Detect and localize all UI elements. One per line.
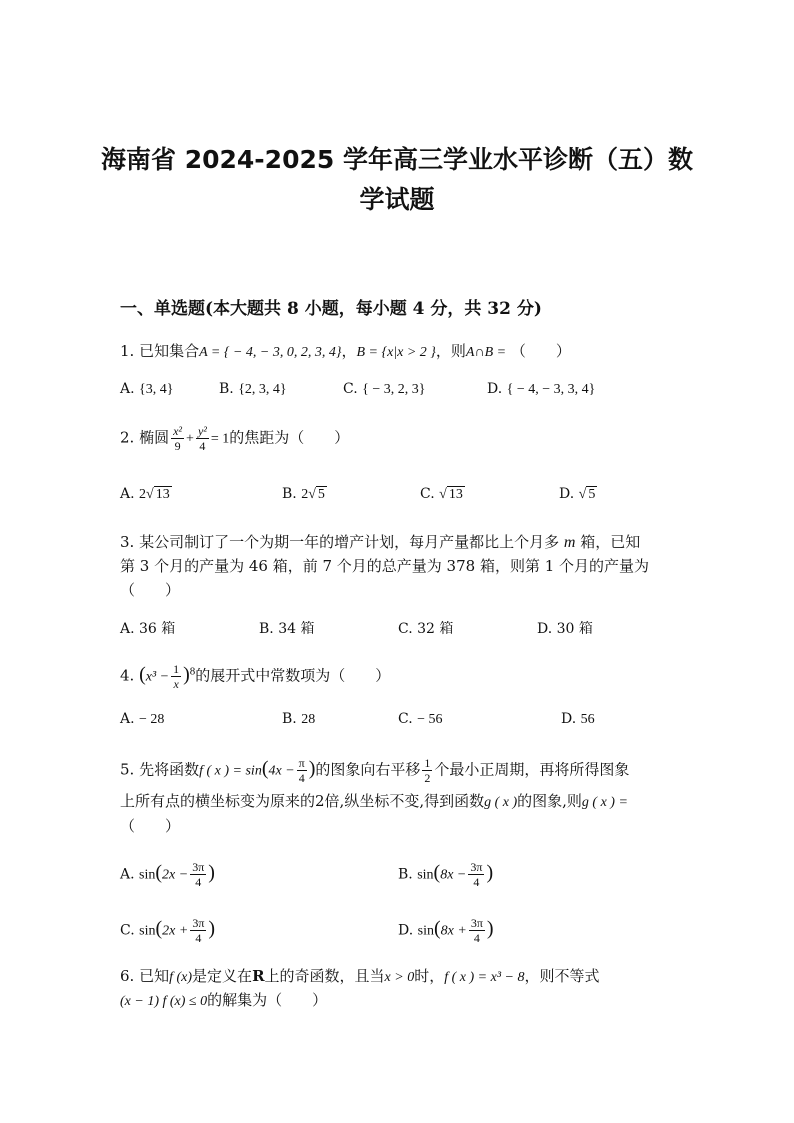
fraction-denominator: x <box>173 677 179 691</box>
option-text: 28 <box>301 712 316 727</box>
q5-text: 上所有点的横坐标变为原来的2倍,纵坐标不变,得到函数 <box>120 792 485 810</box>
q1-option-b <box>219 381 287 398</box>
sqrt-sign: √ 13 <box>146 487 170 502</box>
q3-text-end: 箱，已知 <box>580 533 641 551</box>
option-label: B. <box>219 381 234 397</box>
option-right-paren: ) <box>486 861 494 884</box>
option-label: C. <box>343 381 358 397</box>
option-label: A. <box>120 381 135 397</box>
option-text: 32 箱 <box>417 621 454 637</box>
option-left-paren: ( <box>155 861 163 884</box>
option-label: C. <box>398 711 413 727</box>
q3-option-d <box>537 618 593 638</box>
q5-stem: 先将函数 <box>139 760 200 779</box>
q1-set-b: B = {x|x > 2 } <box>356 345 436 360</box>
option-inner: 8x + <box>440 923 467 939</box>
q5-middle-2: 个最小正周期，再将所得图象 <box>434 760 630 779</box>
fraction-denominator: 4 <box>199 439 206 453</box>
fraction-numerator: x² <box>173 424 183 438</box>
q4-right-paren: ) <box>183 663 190 686</box>
sqrt-sign: √ 13 <box>439 487 463 502</box>
option-fraction <box>190 860 206 889</box>
q2-number: 2. <box>120 428 135 447</box>
option-label: A. <box>120 621 135 637</box>
q4-option-c <box>398 711 443 728</box>
q6-text-3: 时， <box>414 967 445 985</box>
q5-right-paren: ) <box>308 757 316 780</box>
q6-text-4: ，则不等式 <box>524 967 600 985</box>
q5-function: f ( x ) = sin <box>199 763 262 779</box>
q5-option-b <box>398 860 493 889</box>
option-left-paren: ( <box>433 917 441 940</box>
option-inner: 8x − <box>440 867 467 883</box>
question-3-line-3: （ ） <box>120 581 181 599</box>
option-text: {3, 4} <box>139 382 174 397</box>
option-coef: 2 <box>139 487 147 502</box>
question-6-line-2 <box>120 989 327 1010</box>
option-sin: sin <box>139 867 156 883</box>
q6-fx: f (x) <box>169 970 193 985</box>
q5-argument: 4x − <box>268 763 295 779</box>
option-label: C. <box>120 922 135 939</box>
q5-fraction-half <box>422 756 432 785</box>
q6-text: 是定义在 <box>192 967 253 985</box>
question-1 <box>120 340 571 361</box>
q1-set-a: A = { − 4, − 3, 0, 2, 3, 4} <box>199 345 342 360</box>
q2-fraction-x <box>171 424 184 453</box>
q6-post: 的解集为（ ） <box>207 991 328 1009</box>
option-label: B. <box>398 866 413 883</box>
question-4 <box>120 662 390 691</box>
q3-text: 3. 某公司制订了一个为期一年的增产计划，每月产量都比上个月多 <box>120 533 560 551</box>
fraction-numerator: π <box>298 756 305 770</box>
option-sin: sin <box>139 923 156 939</box>
q5-middle: 的图象向右平移 <box>315 760 421 779</box>
q5-fraction-pi <box>297 756 307 785</box>
option-label: D. <box>398 922 414 939</box>
option-right-paren: ) <box>486 917 494 940</box>
q1-number: 1. <box>120 342 135 360</box>
fraction-numerator: 1 <box>173 662 180 676</box>
option-right-paren: ) <box>208 917 216 940</box>
q6-real-set: R <box>252 967 265 985</box>
q2-stem: 椭圆 <box>139 428 170 447</box>
fraction-denominator: 4 <box>195 875 202 889</box>
question-3-line-2: 第 3 个月的产量为 46 箱，前 7 个月的总产量为 378 箱，则第 1 个月的产量为 <box>120 557 650 575</box>
option-label: A. <box>120 486 135 502</box>
sqrt-sign: √ 5 <box>308 487 325 502</box>
option-label: A. <box>120 866 135 883</box>
q6-number: 6. <box>120 967 135 985</box>
sqrt-sign: √ 5 <box>578 487 596 502</box>
fraction-numerator: 3π <box>192 860 205 874</box>
q1-option-d <box>487 381 595 398</box>
radicand: 13 <box>448 487 463 502</box>
q1-option-a <box>120 381 173 398</box>
option-label: D. <box>561 711 577 727</box>
q4-option-a <box>120 711 164 728</box>
option-text: 56 <box>580 712 595 727</box>
fraction-denominator: 9 <box>174 439 181 453</box>
option-right-paren: ) <box>208 861 215 884</box>
fraction-denominator: 4 <box>473 931 480 945</box>
option-inner: 2x − <box>162 867 189 883</box>
fraction-denominator: 4 <box>298 771 305 785</box>
option-text: {2, 3, 4} <box>238 382 287 397</box>
question-5-line-2 <box>120 790 628 811</box>
section-heading: 一、单选题(本大题共 8 小题，每小题 4 分，共 32 分) <box>120 299 542 319</box>
option-text: { − 3, 2, 3} <box>362 382 426 397</box>
q5-option-d <box>398 916 494 945</box>
fraction-denominator: 2 <box>424 771 431 785</box>
option-text: − 56 <box>417 712 443 727</box>
radicand: 13 <box>155 487 170 502</box>
option-label: C. <box>398 621 413 637</box>
q4-post: 的展开式中常数项为（ ） <box>195 666 391 685</box>
fraction-numerator: 3π <box>470 916 483 930</box>
option-fraction <box>190 916 206 945</box>
option-label: D. <box>487 381 503 397</box>
q1-option-c <box>343 381 425 398</box>
page-title-line1: 海南省 2024-2025 学年高三学业水平诊断（五）数 <box>101 145 693 174</box>
q3-option-c <box>398 618 453 638</box>
q1-paren: （ ） <box>510 342 571 360</box>
option-label: B. <box>259 621 274 637</box>
fraction-numerator: 3π <box>192 916 205 930</box>
q1-expr: A∩B = <box>465 345 507 360</box>
option-left-paren: ( <box>155 917 163 940</box>
q5-g-eq: g ( x ) = <box>581 795 628 810</box>
question-5-line-3: （ ） <box>120 817 181 835</box>
q2-option-b <box>282 486 327 503</box>
q5-text-b: 的图象,则 <box>517 792 582 810</box>
q5-option-c <box>120 916 215 945</box>
q3-option-b <box>259 618 314 638</box>
option-coef: 2 <box>301 487 309 502</box>
option-inner: 2x + <box>162 923 189 939</box>
q4-fraction <box>171 662 181 691</box>
option-sin: sin <box>417 923 434 939</box>
q5-g: g ( x ) <box>484 795 518 810</box>
fraction-denominator: 4 <box>195 931 202 945</box>
fraction-numerator: 3π <box>470 860 483 874</box>
q6-text-2: 上的奇函数，且当 <box>264 967 385 985</box>
option-text: 36 箱 <box>139 621 176 637</box>
q5-option-a <box>120 860 215 889</box>
fraction-numerator: y² <box>197 424 207 438</box>
option-label: C. <box>420 486 435 502</box>
question-2 <box>120 424 349 453</box>
q6-definition: f ( x ) = x³ − 8 <box>444 970 525 985</box>
option-label: D. <box>559 486 575 502</box>
option-fraction <box>468 860 484 889</box>
q3-option-a <box>120 618 175 638</box>
option-text: − 28 <box>139 712 165 727</box>
q6-stem: 已知 <box>139 967 170 985</box>
q4-number: 4. <box>120 666 135 685</box>
option-text: 34 箱 <box>278 621 315 637</box>
option-fraction <box>469 916 485 945</box>
option-left-paren: ( <box>433 861 441 884</box>
q2-option-a <box>120 486 172 503</box>
q2-plus: + <box>186 431 194 447</box>
q4-exponent: 8 <box>189 665 196 678</box>
option-label: D. <box>537 621 553 637</box>
q2-option-d <box>559 486 597 503</box>
q6-condition: x > 0 <box>384 970 415 985</box>
q4-term: x³ − <box>145 669 170 685</box>
page-title-line2: 学试题 <box>359 185 435 214</box>
radicand: 5 <box>588 487 596 502</box>
q4-option-d <box>561 711 595 728</box>
question-5-line-1 <box>120 756 629 785</box>
option-text: { − 4, − 3, 3, 4} <box>506 382 596 397</box>
option-sin: sin <box>417 867 434 883</box>
q1-comma: ， <box>341 342 357 360</box>
q2-post: 的焦距为（ ） <box>229 428 350 447</box>
fraction-denominator: 4 <box>473 875 480 889</box>
q1-stem: 已知集合 <box>139 342 200 360</box>
q5-left-paren: ( <box>261 757 269 780</box>
question-3-line-1 <box>120 531 640 552</box>
q4-option-b <box>282 711 315 728</box>
q6-inequality: (x − 1) f (x) ≤ 0 <box>120 994 208 1009</box>
q2-fraction-y <box>196 424 209 453</box>
q5-number: 5. <box>120 760 135 779</box>
option-label: B. <box>282 486 297 502</box>
option-text: 30 箱 <box>556 621 593 637</box>
question-6-line-1 <box>120 965 599 986</box>
radicand: 5 <box>317 487 325 502</box>
q2-equals: = 1 <box>210 431 230 447</box>
option-label: A. <box>120 711 135 727</box>
q1-then: ，则 <box>435 342 466 360</box>
q4-left-paren: ( <box>139 663 146 686</box>
fraction-numerator: 1 <box>424 756 431 770</box>
q3-variable-m: m <box>563 534 576 551</box>
q2-option-c <box>420 486 465 503</box>
option-label: B. <box>282 711 297 727</box>
